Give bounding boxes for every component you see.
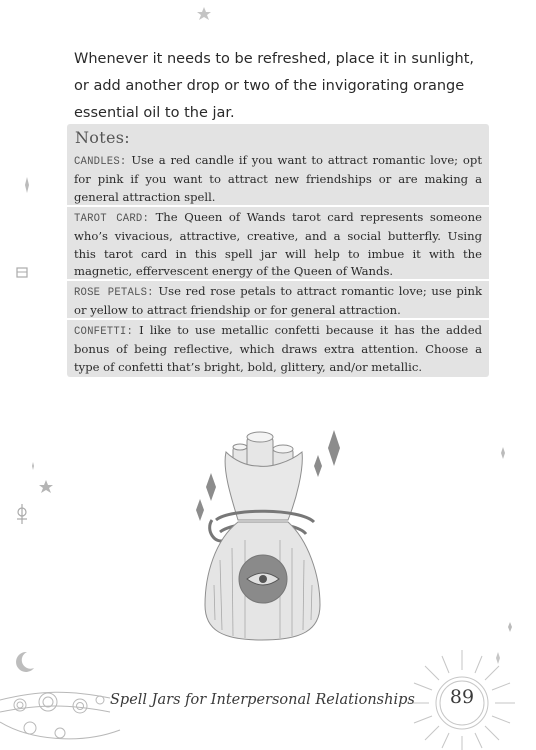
orbits-decoration [0, 692, 120, 739]
running-title: Spell Jars for Interpersonal Relationships [110, 692, 415, 708]
note-label: ROSE PETALS: [74, 287, 154, 299]
note-tarot-card [74, 209, 482, 281]
sparkle-icon [501, 447, 512, 632]
note-candles [74, 152, 482, 206]
box-icon [17, 268, 27, 277]
intro-paragraph: Whenever it needs to be refreshed, place it in sunlight, or add another drop or two of the invigorating orange essential oil to the jar. [74, 51, 475, 121]
page-number: 89 [449, 686, 475, 708]
divider [67, 205, 489, 207]
bag-illustration [205, 432, 320, 640]
sparkle-icon [196, 430, 340, 521]
sparkle-icon [25, 177, 29, 193]
symbol-icon [17, 504, 27, 524]
divider [67, 279, 489, 281]
notes-title: Notes: [75, 128, 130, 147]
note-label: CANDLES: [74, 156, 127, 168]
note-label: TAROT CARD: [74, 213, 150, 225]
notes-box [67, 124, 489, 377]
note-text: The Queen of Wands tarot card represents someone who’s vivacious, attractive, creative, and a social butterfly. Using this tarot card in this spell jar will help to imbue it with the magnetic, effervescent energy of the Queen of Wands. [74, 210, 482, 279]
star-icon [32, 462, 53, 493]
note-rose-petals [74, 283, 482, 320]
note-confetti [74, 322, 482, 376]
note-label: CONFETTI: [74, 326, 134, 338]
note-text: I like to use metallic confetti because it has the added bonus of being reflective, which draws extra attention. Choose a type of confetti that’s bright, bold, glittery, and/or metallic. [74, 323, 483, 374]
note-text: Use red rose petals to attract romantic love; use pink or yellow to attract friendship or for general attraction. [74, 284, 483, 318]
note-text: Use a red candle if you want to attract romantic love; opt for pink if you want to attract new friendships or are making a general attraction spell. [74, 153, 482, 204]
divider [67, 318, 489, 320]
moon-icon [16, 652, 34, 672]
star-icon [197, 7, 211, 20]
eye-icon [239, 555, 287, 603]
